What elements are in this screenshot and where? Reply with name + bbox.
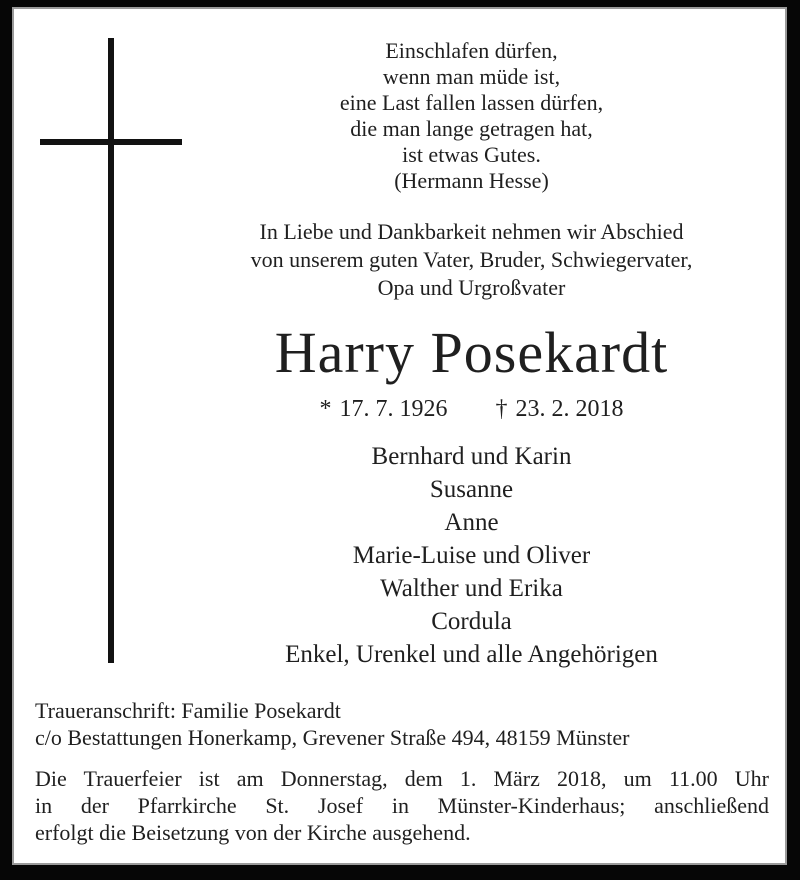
mourner-line: Cordula [431,608,512,635]
poem-quote [172,38,771,194]
address-line: c/o Bestattungen Honerkamp, Grevener Straße 494, 48159 Münster [35,725,630,750]
cross-vertical-bar [108,38,114,663]
born-symbol: * [319,396,332,422]
ceremony-line: erfolgt die Beisetzung von der Kirche ausgehend. [35,820,471,845]
poem-line: eine Last fallen lassen dürfen, [339,90,604,115]
ceremony-block [35,765,769,846]
footer-section [35,697,769,846]
mourner-line: Walther und Erika [380,575,563,602]
birth-date [320,394,448,424]
main-column [172,38,771,671]
mourner-line: Enkel, Urenkel und alle Angehörigen [285,641,658,668]
cross-horizontal-bar [40,139,182,145]
farewell-line: Opa und Urgroßvater [377,275,566,300]
poem-line: die man lange getragen hat, [350,116,593,141]
farewell-text [172,218,771,302]
died-symbol: † [495,396,508,422]
farewell-line: von unserem guten Vater, Bruder, Schwiegervater, [250,247,693,272]
poem-line: Einschlafen dürfen, [385,38,558,63]
mourners-list [172,440,771,671]
deceased-name: Harry Posekardt [274,320,669,385]
mourner-line: Bernhard und Karin [371,443,572,470]
mourner-line: Anne [444,509,499,536]
poem-line: wenn man müde ist, [382,64,561,89]
poem-line: ist etwas Gutes. [402,142,541,167]
death-date-value: 23. 2. 2018 [515,396,624,422]
death-date [496,394,624,424]
ceremony-line: in der Pfarrkirche St. Josef in Münster-Kinderhaus; anschließend [35,793,769,818]
birth-date-value: 17. 7. 1926 [339,396,448,422]
address-block [35,697,769,751]
mourner-line: Marie-Luise und Oliver [352,542,591,569]
life-dates [172,394,771,424]
poem-attribution: (Hermann Hesse) [394,168,549,193]
farewell-line: In Liebe und Dankbarkeit nehmen wir Abschied [259,219,684,244]
address-line: Traueranschrift: Familie Posekardt [35,698,341,723]
ceremony-line: Die Trauerfeier ist am Donnerstag, dem 1. März 2018, um 11.00 Uhr [35,766,769,791]
obituary-notice [12,7,787,865]
mourner-line: Susanne [429,476,514,503]
